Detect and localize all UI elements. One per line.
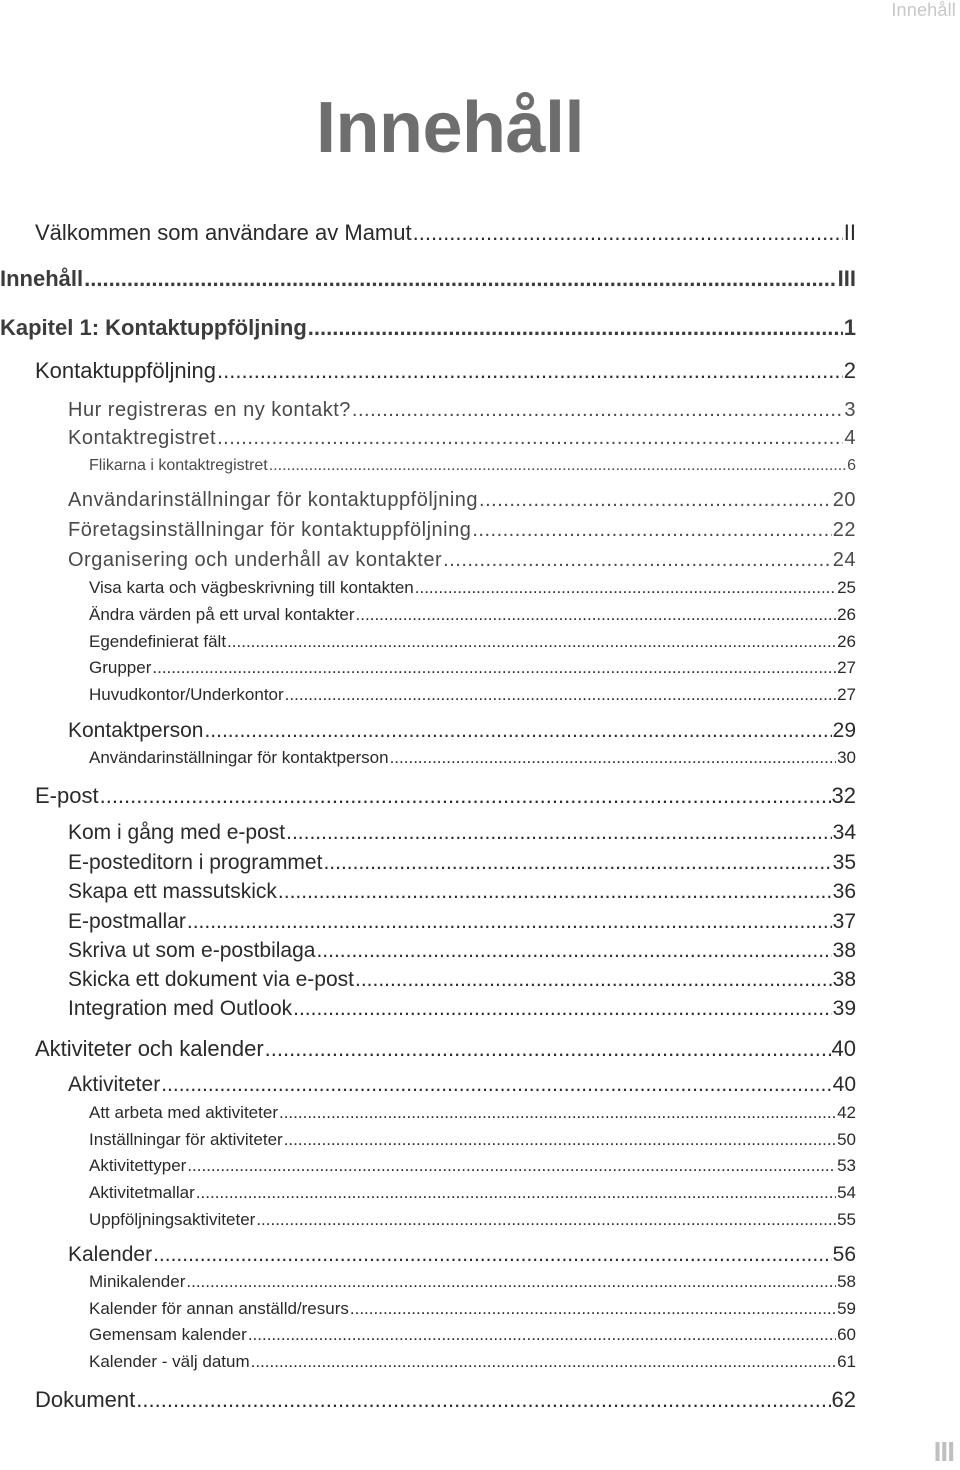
toc-entry-title: Hur registreras en ny kontakt? bbox=[68, 399, 351, 421]
toc-entry[interactable] bbox=[68, 996, 856, 1021]
toc-leader-dots bbox=[443, 548, 832, 572]
toc-entry[interactable] bbox=[68, 1072, 856, 1097]
toc-entry[interactable] bbox=[35, 1387, 856, 1413]
toc-leader-dots bbox=[355, 967, 832, 992]
toc-entry[interactable] bbox=[89, 1272, 856, 1292]
toc-leader-dots bbox=[136, 1387, 830, 1413]
toc-leader-dots bbox=[413, 220, 843, 246]
toc-entry[interactable] bbox=[35, 783, 856, 809]
toc-entry-page: 54 bbox=[837, 1183, 856, 1202]
toc-leader-dots bbox=[204, 718, 831, 743]
toc-entry-title: Dokument bbox=[35, 1387, 136, 1412]
toc-entry-page: 32 bbox=[831, 783, 856, 808]
toc-entry-title: Kontaktuppföljning bbox=[35, 358, 217, 383]
toc-entry[interactable] bbox=[35, 220, 856, 246]
toc-entry-page: 27 bbox=[837, 685, 856, 704]
toc-entry[interactable] bbox=[89, 1299, 856, 1319]
toc-entry[interactable] bbox=[89, 578, 856, 598]
toc-leader-dots bbox=[316, 938, 831, 963]
toc-entry-title: Aktiviteter bbox=[68, 1073, 161, 1096]
toc-entry-title: Huvudkontor/Underkontor bbox=[89, 685, 284, 704]
toc-entry-title: Kontaktregistret bbox=[68, 427, 217, 449]
toc-entry-page: 40 bbox=[832, 1073, 856, 1096]
toc-entry-page: 56 bbox=[832, 1243, 856, 1266]
toc-entry-title: Grupper bbox=[89, 658, 152, 677]
toc-entry-title: Skicka ett dokument via e-post bbox=[68, 968, 354, 991]
toc-entry-title: Innehåll bbox=[0, 266, 84, 291]
toc-leader-dots bbox=[472, 518, 831, 542]
toc-entry[interactable] bbox=[89, 1156, 856, 1176]
toc-leader-dots bbox=[187, 1156, 836, 1176]
toc-entry-page: 35 bbox=[832, 851, 856, 874]
toc-leader-dots bbox=[161, 1072, 831, 1097]
toc-leader-dots bbox=[84, 266, 837, 292]
toc-entry-page: 26 bbox=[837, 605, 856, 624]
toc-entry-title: Aktivitetmallar bbox=[89, 1183, 195, 1202]
toc-entry-title: Egendefinierat fält bbox=[89, 632, 227, 651]
toc-entry-title: Användarinställningar för kontaktperson bbox=[89, 748, 389, 767]
toc-entry[interactable] bbox=[89, 1352, 856, 1372]
toc-entry-title: Företagsinställningar för kontaktuppföljning bbox=[68, 519, 472, 541]
toc-entry-page: 36 bbox=[832, 880, 856, 903]
toc-leader-dots bbox=[251, 1352, 836, 1372]
toc-entry[interactable] bbox=[68, 1242, 856, 1267]
toc-entry-page: 27 bbox=[837, 658, 856, 677]
toc-entry-title: Flikarna i kontaktregistret bbox=[89, 457, 268, 474]
toc-entry-title: Användarinställningar för kontaktuppföljning bbox=[68, 489, 479, 511]
toc-entry-title: Kontaktperson bbox=[68, 719, 204, 742]
toc-entry-page: 37 bbox=[832, 910, 856, 933]
toc-leader-dots bbox=[284, 1130, 836, 1150]
toc-entry-page: 61 bbox=[837, 1352, 856, 1371]
toc-entry-page: 26 bbox=[837, 632, 856, 651]
toc-entry-page: 58 bbox=[837, 1272, 856, 1291]
toc-entry[interactable] bbox=[89, 685, 856, 705]
toc-entry[interactable] bbox=[68, 967, 856, 992]
toc-entry-page: 40 bbox=[831, 1036, 856, 1061]
toc-entry-title: Skriva ut som e-postbilaga bbox=[68, 939, 316, 962]
toc-entry-page: 38 bbox=[832, 939, 856, 962]
toc-leader-dots bbox=[227, 632, 836, 652]
toc-leader-dots bbox=[356, 605, 837, 625]
toc-entry[interactable] bbox=[68, 548, 856, 572]
toc-leader-dots bbox=[187, 909, 832, 934]
toc-entry-title: Skapa ett massutskick bbox=[68, 880, 277, 903]
page-title: Innehåll bbox=[316, 88, 585, 168]
toc-leader-dots bbox=[308, 315, 843, 341]
toc-entry[interactable] bbox=[68, 426, 856, 450]
toc-entry[interactable] bbox=[89, 1103, 856, 1123]
toc-entry-page: 34 bbox=[832, 821, 856, 844]
toc-entry-title: Kalender för annan anställd/resurs bbox=[89, 1299, 349, 1318]
toc-entry[interactable] bbox=[68, 820, 856, 845]
toc-leader-dots bbox=[279, 1103, 836, 1123]
toc-entry[interactable] bbox=[68, 518, 856, 542]
toc-leader-dots bbox=[286, 820, 832, 845]
toc-entry-title: E-post bbox=[35, 783, 99, 808]
toc-entry-title: Kapitel 1: Kontaktuppföljning bbox=[0, 315, 307, 340]
toc-entry-title: Kalender - välj datum bbox=[89, 1352, 250, 1371]
toc-entry[interactable] bbox=[68, 879, 856, 904]
toc-entry-title: Aktiviteter och kalender bbox=[35, 1036, 264, 1061]
running-header: Innehåll bbox=[891, 0, 956, 20]
toc-entry[interactable] bbox=[89, 632, 856, 652]
toc-entry-title: Uppföljningsaktiviteter bbox=[89, 1210, 256, 1229]
toc-entry-title: Organisering och underhåll av kontakter bbox=[68, 549, 443, 571]
toc-entry[interactable] bbox=[0, 315, 856, 341]
toc-leader-dots bbox=[278, 879, 832, 904]
toc-entry-page: 20 bbox=[832, 489, 856, 511]
toc-entry[interactable] bbox=[68, 850, 856, 875]
toc-leader-dots bbox=[217, 426, 843, 450]
toc-entry-page: 59 bbox=[837, 1299, 856, 1318]
toc-entry-page: 50 bbox=[837, 1130, 856, 1149]
toc-leader-dots bbox=[100, 783, 831, 809]
toc-entry-page: 6 bbox=[847, 457, 856, 474]
toc-entry-page: 24 bbox=[832, 549, 856, 571]
toc-entry-page: 4 bbox=[844, 427, 856, 449]
toc-entry[interactable] bbox=[89, 748, 856, 768]
toc-entry[interactable] bbox=[89, 605, 856, 625]
toc-leader-dots bbox=[256, 1210, 836, 1230]
toc-entry-page: III bbox=[837, 266, 856, 291]
toc-entry-page: 53 bbox=[837, 1156, 856, 1175]
toc-entry[interactable] bbox=[68, 718, 856, 743]
toc-leader-dots bbox=[186, 1272, 836, 1292]
toc-leader-dots bbox=[352, 398, 843, 422]
toc-leader-dots bbox=[293, 996, 832, 1021]
toc-entry-page: 2 bbox=[843, 358, 856, 383]
toc-entry-page: II bbox=[843, 220, 856, 245]
toc-leader-dots bbox=[248, 1325, 836, 1345]
toc-entry-title: Att arbeta med aktiviteter bbox=[89, 1103, 278, 1122]
toc-entry[interactable] bbox=[89, 658, 856, 678]
toc-leader-dots bbox=[152, 658, 836, 678]
toc-entry-page: 39 bbox=[832, 997, 856, 1020]
toc-entry[interactable] bbox=[35, 358, 856, 384]
toc-entry-page: 38 bbox=[832, 968, 856, 991]
toc-entry-page: 60 bbox=[837, 1325, 856, 1344]
toc-leader-dots bbox=[479, 488, 832, 512]
toc-entry-page: 29 bbox=[832, 719, 856, 742]
toc-entry-page: 25 bbox=[837, 578, 856, 597]
toc-entry-page: 1 bbox=[843, 315, 856, 340]
toc-leader-dots bbox=[217, 358, 843, 384]
toc-entry-page: 30 bbox=[837, 748, 856, 767]
toc-entry-title: Visa karta och vägbeskrivning till kontakten bbox=[89, 578, 414, 597]
toc-entry-title: Minikalender bbox=[89, 1272, 186, 1291]
toc-entry-title: Välkommen som användare av Mamut bbox=[35, 220, 412, 245]
toc-entry-title: E-posteditorn i programmet bbox=[68, 851, 323, 874]
toc-entry[interactable] bbox=[68, 938, 856, 963]
toc-entry[interactable] bbox=[89, 1183, 856, 1203]
toc-entry-page: 55 bbox=[837, 1210, 856, 1229]
toc-leader-dots bbox=[153, 1242, 832, 1267]
toc-entry-title: Ändra värden på ett urval kontakter bbox=[89, 605, 355, 624]
toc-entry[interactable] bbox=[0, 266, 856, 292]
toc-entry[interactable] bbox=[68, 909, 856, 934]
toc-entry-title: Kalender bbox=[68, 1243, 153, 1266]
toc-entry-title: Integration med Outlook bbox=[68, 997, 293, 1020]
toc-entry-page: 62 bbox=[831, 1387, 856, 1412]
toc-leader-dots bbox=[269, 456, 846, 475]
toc-leader-dots bbox=[265, 1036, 831, 1062]
toc-entry[interactable] bbox=[68, 398, 856, 422]
toc-leader-dots bbox=[285, 685, 836, 705]
toc-entry[interactable] bbox=[35, 1036, 856, 1062]
page-number: III bbox=[933, 1436, 954, 1467]
toc-entry-title: Kom i gång med e-post bbox=[68, 821, 286, 844]
toc-entry-page: 22 bbox=[832, 519, 856, 541]
toc-leader-dots bbox=[196, 1183, 836, 1203]
toc-entry[interactable] bbox=[89, 1210, 856, 1230]
toc-entry-title: E-postmallar bbox=[68, 910, 186, 933]
toc-leader-dots bbox=[323, 850, 831, 875]
toc-entry-title: Inställningar för aktiviteter bbox=[89, 1130, 283, 1149]
toc-entry[interactable] bbox=[89, 1325, 856, 1345]
toc-leader-dots bbox=[350, 1299, 836, 1319]
toc-entry[interactable] bbox=[89, 456, 856, 475]
toc-entry-page: 42 bbox=[837, 1103, 856, 1122]
toc-entry-page: 3 bbox=[844, 399, 856, 421]
toc-entry[interactable] bbox=[89, 1130, 856, 1150]
toc-leader-dots bbox=[415, 578, 836, 598]
toc-entry[interactable] bbox=[68, 488, 856, 512]
toc-entry-title: Aktivitettyper bbox=[89, 1156, 187, 1175]
toc-leader-dots bbox=[390, 748, 837, 768]
toc-entry-title: Gemensam kalender bbox=[89, 1325, 247, 1344]
